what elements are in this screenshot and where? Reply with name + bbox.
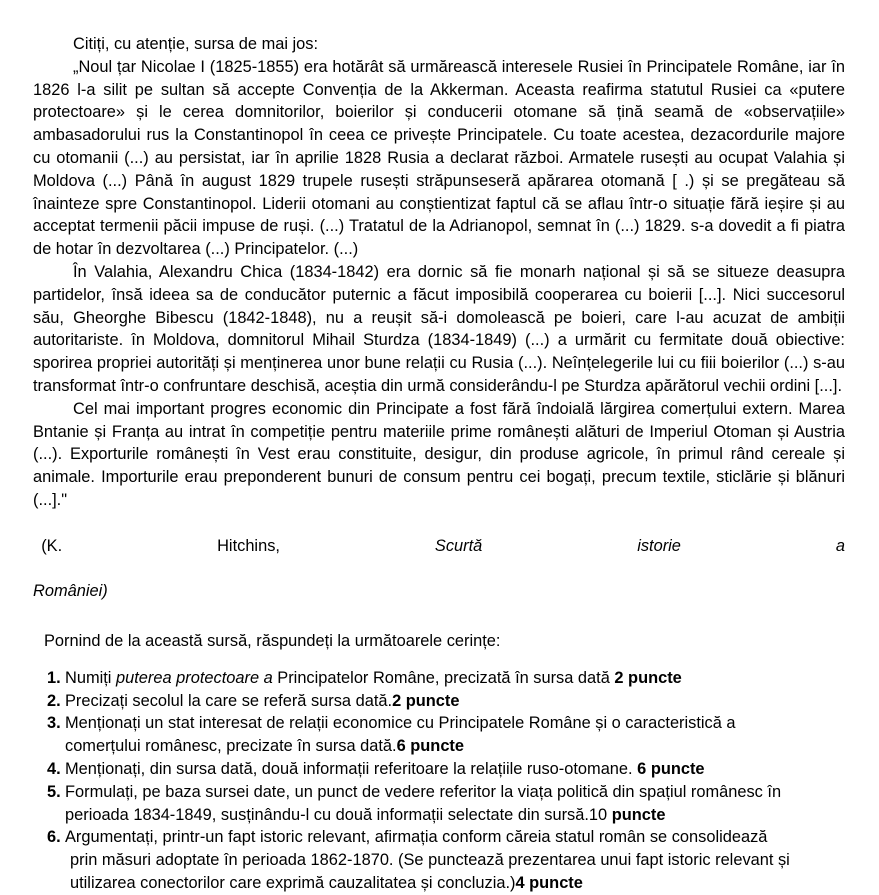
- task-body-1: [65, 667, 845, 690]
- task-2-points: 2 puncte: [392, 691, 460, 710]
- task-6-line-3: utilizarea conectorilor care exprimă cauzalitatea și concluzia.): [70, 873, 516, 892]
- task-text-1: [65, 667, 845, 690]
- task-3-line-1: Menționați un stat interesat de relații economice cu Principatele Române și o caracteristică a: [65, 714, 736, 733]
- task-body-4: [65, 758, 845, 781]
- task-5-line-1: Formulați, pe baza sursei date, un punct de vedere referitor la viața politică din spațiul românesc în: [65, 782, 782, 801]
- task-4-points: 6 puncte: [637, 759, 705, 778]
- task-1-points: 2 puncte: [614, 668, 682, 687]
- task-5-line-2-row: [65, 804, 845, 827]
- source-text-block: [33, 33, 845, 603]
- task-3-line-2-row: [65, 735, 845, 758]
- task-item-2: [33, 690, 845, 713]
- tasks-prompt-line: Pornind de la această sursă, răspundeți la următoarele cerințe:: [44, 631, 501, 650]
- task-4-text: Menționați, din sursa dată, două informații referitoare la relațiile ruso-otomane.: [65, 759, 638, 778]
- source-paragraph-1: „Noul țar Nicolae I (1825-1855) era hotărât să urmărească interesele Rusiei în Principatele Române, iar în 1826 l-a silit pe sultan să accepte Convenția de la Akkerman. Aceasta reafirma statutul Rusiei ca «putere protectoare» și le cerea domnitorilor, boierilor și conducerii otomane să țină seamă de «observațiile» ambasadorului rus la Constantinopol în ceea ce privește Principatele. Cu toate acestea, dezacordurile majore cu otomanii (...) au persistat, iar în aprilie 1828 Rusia a declarat război. Armatele rusești au ocupat Valahia și Moldova (...) Până în august 1829 trupele rusești străpunseseră apărarea otomană [ .) și se pregăteau să înainteze spre Constantinopol. Liderii otomani au conștientizat faptul că se aflau într-o situație fără ieșire și au acceptat termenii păcii impuse de ruși. (...) Tratatul de la Adrianopol, semnat în (...) 1829. s-a dovedit a fi piatra de hotar în dezvoltarea (...) Principatelor. (...): [33, 57, 845, 259]
- task-number-4: 4.: [47, 759, 61, 778]
- citation-line-1: [33, 535, 845, 581]
- task-item-1: [33, 667, 845, 690]
- task-number-5: 5.: [47, 782, 61, 801]
- task-5-line-2: perioada 1834-1849, susținându-l cu două informații selectate din sursă.: [65, 805, 589, 824]
- task-number-2: 2.: [47, 691, 61, 710]
- task-number-6: 6.: [47, 828, 61, 847]
- task-body-5: [65, 781, 845, 827]
- task-item-5: [33, 781, 845, 827]
- task-1-italic-phrase: puterea protectoare a: [116, 668, 273, 687]
- task-5-points-number: 10: [588, 805, 612, 824]
- task-1-text-before: Numiți: [65, 668, 116, 687]
- task-item-3: [33, 712, 845, 758]
- citation-author: (K. Hitchins,: [41, 536, 435, 555]
- task-item-6: [33, 826, 845, 894]
- task-1-text-after: Principatelor Române, precizată în sursa dată: [272, 668, 615, 687]
- source-paragraph-2: În Valahia, Alexandru Chica (1834-1842) era dornic să fie monarh național și să se situeze deasupra partidelor, însă ideea sa de conducător puternic a făcut imposibilă cooperarea cu boierii [...]. Nici succesorul său, Gheorghe Bibescu (1842-1848), nu a reușit să-i domolească pe boieri, care l-au acuzat de ambiții autoritariste. în Moldova, domnitorul Mihail Sturdza (1834-1849) (...) a urmărit cu fermitate două obiective: sporirea propriei autorități și menținerea unor bune relații cu Rusia (...). Neînțelegerile lui cu fiii boierilor (...) s-au transformat într-o confruntare deschisă, aceștia din urmă considerându-l pe Sturdza apărătorul vechii ordini [...].: [33, 262, 845, 395]
- citation-title-part-2: României): [33, 582, 108, 601]
- task-6-points: 4 puncte: [515, 873, 583, 892]
- source-paragraph-3-text: Cel mai important progres economic din Principate a fost fără îndoială lărgirea comerțului extern. Marea Bntanie și Franța au intrat în competiție pentru materiile prime românești alături de Imperiul Otoman și Austria (...). Exporturile românești în Vest erau constituite, desigur, din produse agricole, în primul rând cereale și animale. Importurile erau preponderent bunuri de consum pentru cei bogați, precum textile, sticlărie și blănuri (...].": [33, 399, 845, 509]
- task-number-1: 1.: [47, 668, 61, 687]
- intro-instruction-line: Citiți, cu atenție, sursa de mai jos:: [73, 35, 319, 53]
- citation-line-2: [33, 580, 845, 603]
- task-number-3: 3.: [47, 714, 61, 733]
- task-6-line-1: Argumentați, printr-un fapt istoric relevant, afirmația conform căreia statul român se consolidează: [65, 828, 768, 847]
- citation-title-part-1: Scurtă istorie a: [434, 536, 845, 555]
- task-3-points: 6 puncte: [396, 737, 465, 756]
- source-paragraph-3: [33, 398, 845, 535]
- task-5-points-wrap: [589, 806, 726, 824]
- task-3-line-2: comerțului românesc, precizate în sursa dată.: [65, 737, 397, 756]
- task-body-6: [65, 826, 845, 894]
- task-item-4: [33, 758, 845, 781]
- task-6-line-2: prin măsuri adoptate în perioada 1862-1870. (Se punctează prezentarea unui fapt istoric relevant și: [70, 851, 790, 870]
- task-body-3: [65, 712, 845, 758]
- task-5-points: puncte: [611, 805, 666, 824]
- task-2-text: Precizați secolul la care se referă sursa dată.: [65, 691, 393, 710]
- task-text-2: [65, 690, 845, 713]
- task-6-line-3-row: [65, 872, 845, 895]
- task-text-4: [65, 758, 845, 781]
- task-list: [33, 667, 845, 895]
- task-body-2: [65, 690, 845, 713]
